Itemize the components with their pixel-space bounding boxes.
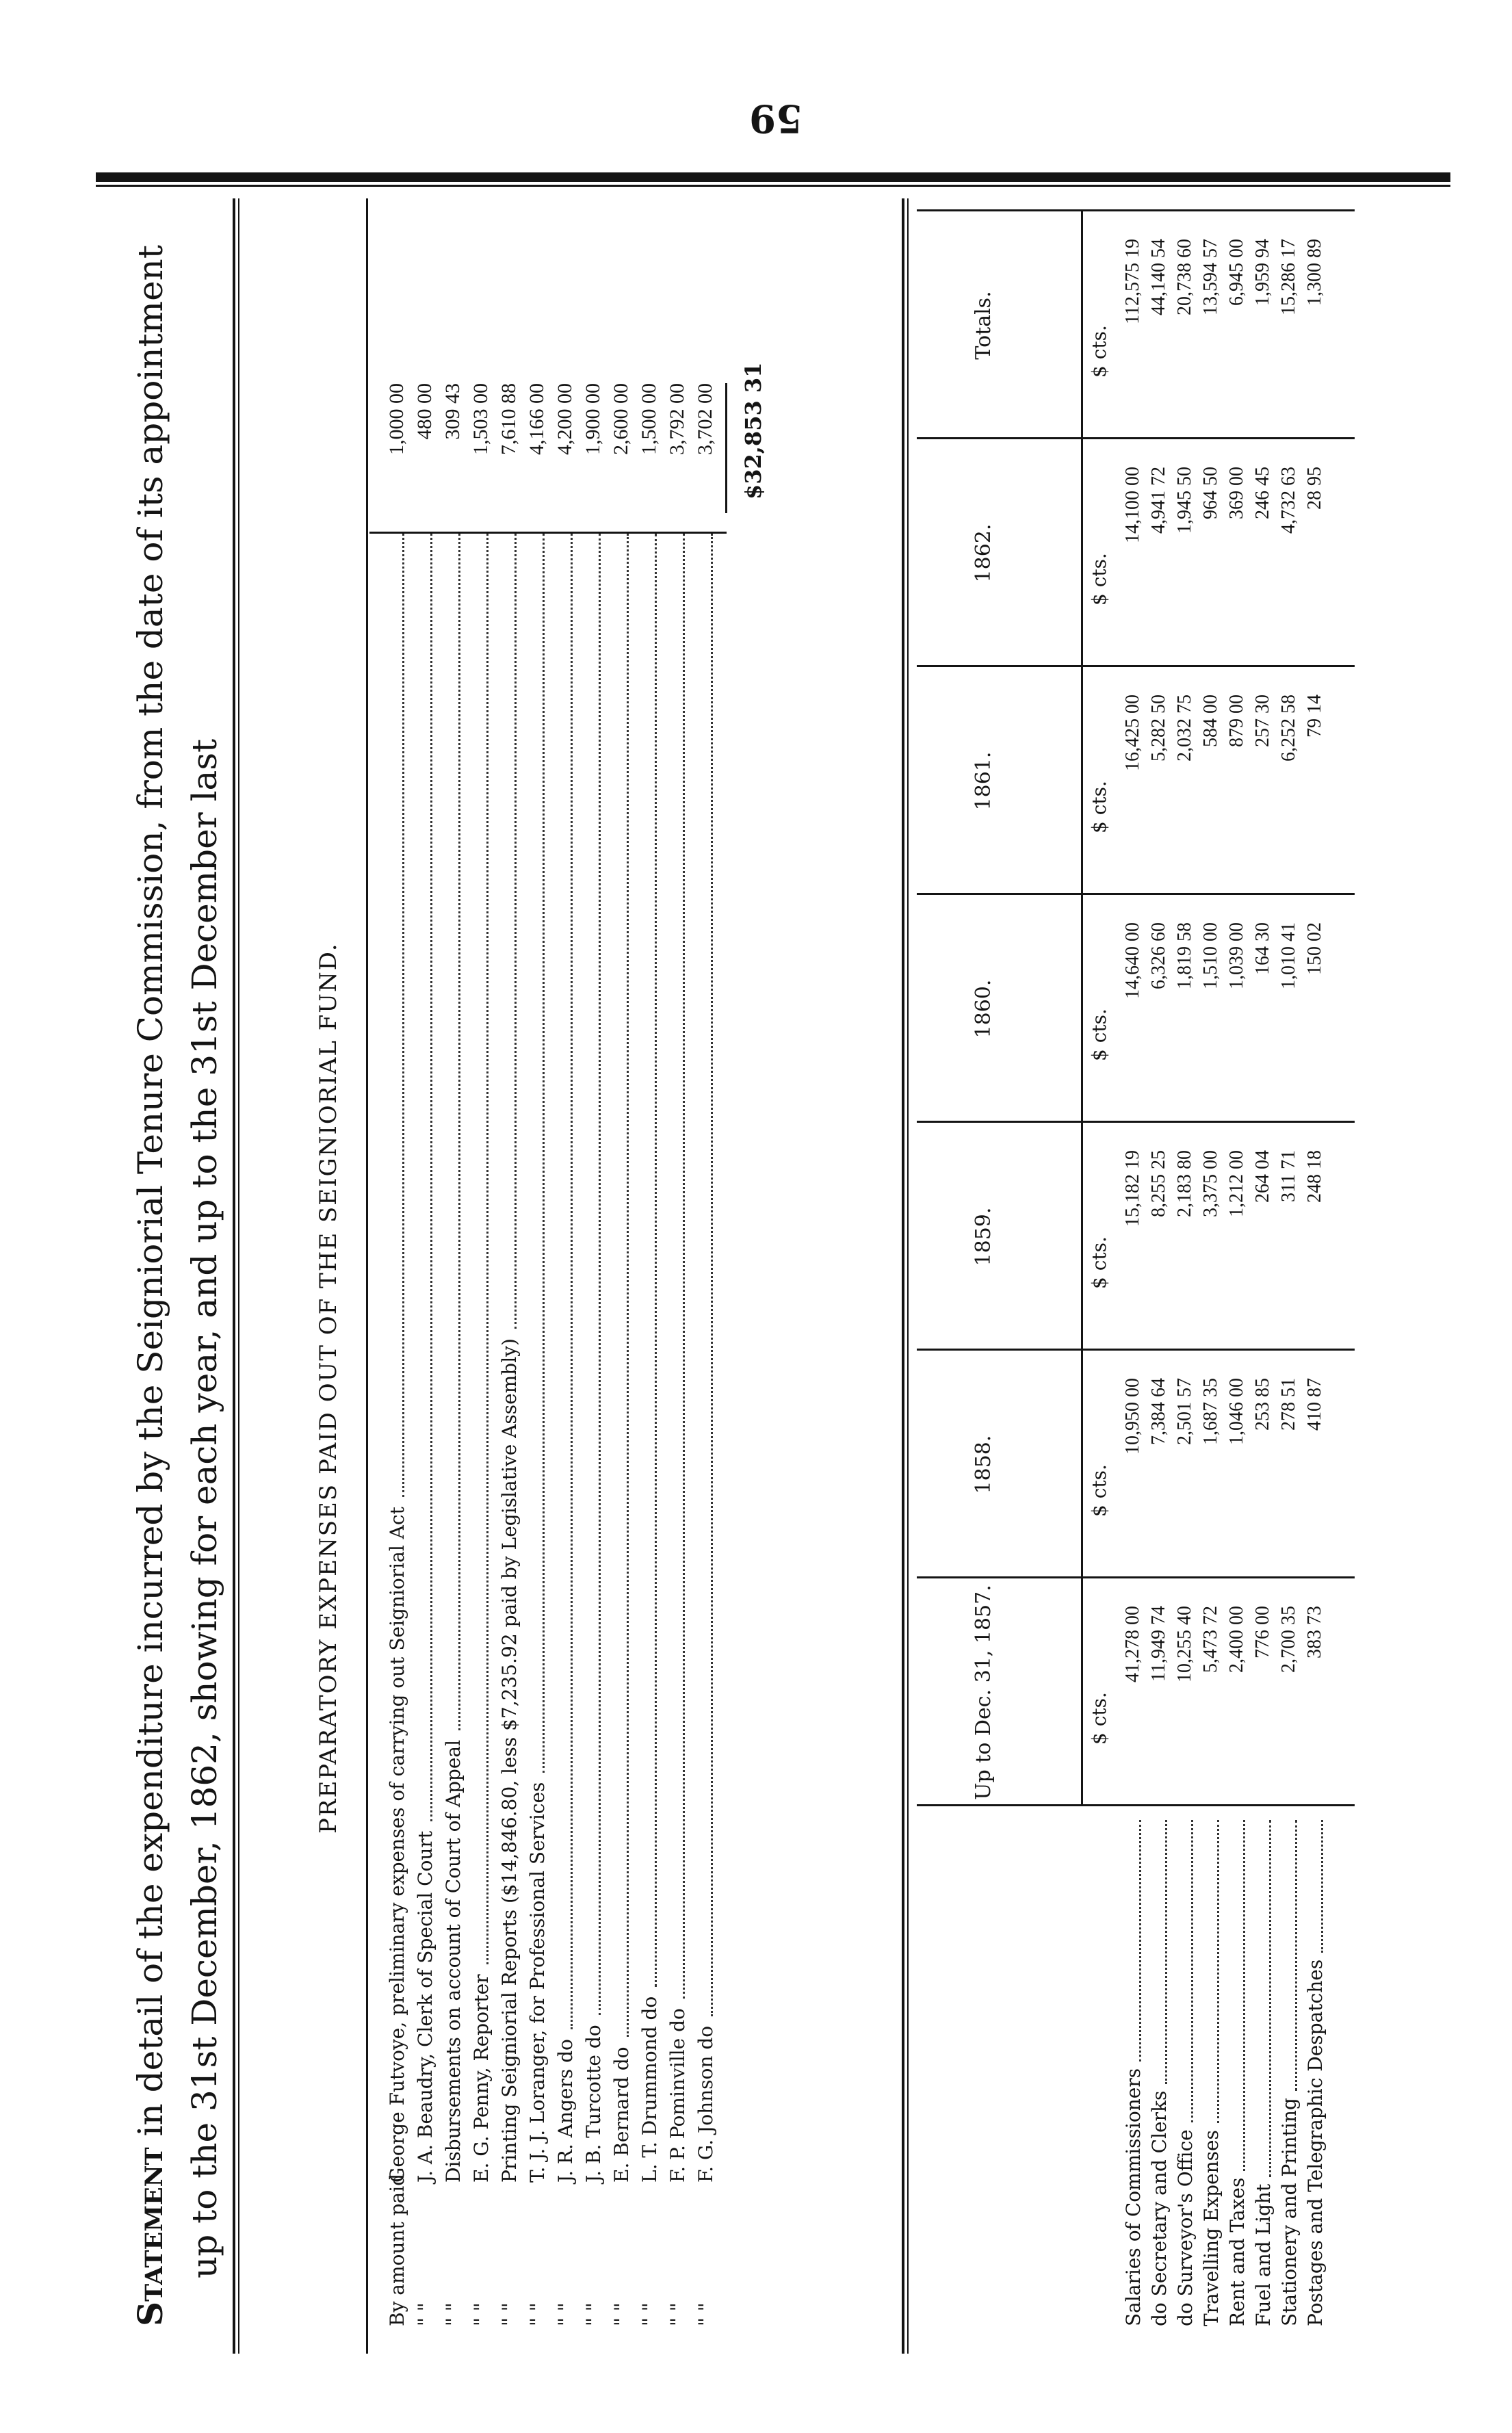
expense-value: 4,732 63 <box>1278 467 1299 534</box>
preparatory-amount: 309 43 <box>441 383 464 440</box>
expense-value: 1,945 50 <box>1174 467 1195 534</box>
rotated-statement <box>130 198 1485 2354</box>
preparatory-row <box>467 274 495 2326</box>
title-lead: Statement <box>130 2147 170 2326</box>
expense-value: 264 04 <box>1252 1150 1273 1203</box>
column-header: 1859. <box>972 1207 995 1266</box>
preparatory-description: F. P. Pominville do <box>666 2008 689 2183</box>
preparatory-prefix: " " <box>582 2302 605 2326</box>
leader-dots <box>445 534 460 1730</box>
expense-value: 5,282 50 <box>1148 694 1169 762</box>
header-rule <box>1081 211 1083 1806</box>
column-unit: $ cts. <box>1088 1236 1110 1289</box>
table-top-rule-thin <box>907 198 909 2354</box>
preparatory-description: George Futvoye, preliminary expenses of carrying out Seigniorial Act <box>385 1507 408 2183</box>
column-header: 1858. <box>972 1435 995 1494</box>
expense-value: 20,738 60 <box>1174 239 1195 315</box>
column-unit: $ cts. <box>1088 325 1110 378</box>
leader-dots <box>530 534 545 1773</box>
preparatory-row <box>495 274 523 2326</box>
expense-value: 14,100 00 <box>1122 467 1143 543</box>
expense-value: 2,501 57 <box>1174 1378 1195 1445</box>
section-rule <box>366 198 368 2354</box>
leader-dots <box>1153 1820 1167 2084</box>
expense-value: 112,575 19 <box>1122 239 1143 324</box>
preparatory-amount: 1,900 00 <box>582 383 604 455</box>
column-header: Totals. <box>972 291 995 360</box>
expense-value: 79 14 <box>1304 694 1325 738</box>
expense-value: 5,473 72 <box>1200 1606 1221 1673</box>
preparatory-description: E. G. Penny, Reporter <box>469 1974 493 2183</box>
leader-dots <box>473 534 488 1964</box>
preparatory-row <box>523 274 551 2326</box>
expense-value: 4,941 72 <box>1148 467 1169 534</box>
frame-top-rule <box>233 198 235 2354</box>
expense-value: 257 30 <box>1252 694 1273 747</box>
expense-value: 6,326 60 <box>1148 922 1169 989</box>
expense-value: 8,255 25 <box>1148 1150 1169 1217</box>
preparatory-description: F. G. Johnson do <box>694 2025 717 2183</box>
expense-value: 278 51 <box>1278 1378 1299 1431</box>
preparatory-row <box>551 274 579 2326</box>
expense-label: Salaries of Commissioners <box>1122 2068 1145 2326</box>
preparatory-amount: 7,610 88 <box>497 383 520 455</box>
expense-value: 2,400 00 <box>1226 1606 1247 1673</box>
column-header: 1862. <box>972 523 995 583</box>
leader-dots <box>1179 1820 1193 2122</box>
column-header: 1861. <box>972 751 995 811</box>
expense-value: 2,032 75 <box>1174 694 1195 762</box>
expense-value: 10,950 00 <box>1122 1378 1143 1455</box>
leader-dots <box>614 534 629 2037</box>
preparatory-amount: 3,702 00 <box>694 383 716 455</box>
preparatory-row <box>439 274 467 2326</box>
preparatory-row <box>692 274 719 2326</box>
preparatory-row <box>664 274 691 2326</box>
expense-value: 16,425 00 <box>1122 694 1143 771</box>
column-header: 1860. <box>972 979 995 1039</box>
expense-label: Fuel and Light <box>1252 2183 1275 2326</box>
preparatory-prefix: " " <box>525 2302 549 2326</box>
leader-dots <box>501 534 517 1329</box>
table-top-rule <box>902 198 904 2354</box>
leader-dots <box>1205 1820 1219 2123</box>
leader-dots <box>389 534 404 1497</box>
preparatory-prefix: " " <box>638 2302 661 2326</box>
preparatory-description: Printing Seigniorial Reports ($14,846.80, less $7,235.92 paid by Legislative Assembly) <box>497 1338 521 2183</box>
expense-value: 879 00 <box>1226 694 1247 747</box>
expense-value: 1,010 41 <box>1278 922 1299 989</box>
column-unit: $ cts. <box>1088 1009 1110 1061</box>
expense-value: 14,640 00 <box>1122 922 1143 999</box>
expense-value: 15,182 19 <box>1122 1150 1143 1227</box>
expense-value: 246 45 <box>1252 467 1273 519</box>
expense-value: 584 00 <box>1200 694 1221 747</box>
title-line-1-text: in detail of the expenditure incurred by the Seigniorial Tenure Commission, from the date of its appointment <box>131 245 170 2148</box>
preparatory-prefix: " " <box>666 2302 689 2326</box>
preparatory-amount: 4,166 00 <box>525 383 548 455</box>
expense-value: 369 00 <box>1226 467 1247 519</box>
preparatory-description: Disbursements on account of Court of Appeal <box>441 1739 465 2183</box>
expense-value: 11,949 74 <box>1148 1606 1169 1682</box>
expense-value: 1,959 94 <box>1252 239 1273 306</box>
leader-dots <box>1257 1820 1271 2177</box>
expense-value: 1,300 89 <box>1304 239 1325 306</box>
preparatory-prefix: By amount paid <box>385 2173 408 2326</box>
leader-dots <box>558 534 573 2029</box>
preparatory-prefix: " " <box>610 2302 633 2326</box>
leader-dots <box>417 534 432 1821</box>
title-line-2: up to the 31st December, 1862, showing for each year, and up to the 31st December last <box>185 738 224 2278</box>
preparatory-total: $32,853 31 <box>740 362 766 499</box>
preparatory-prefix: " " <box>441 2302 465 2326</box>
expense-value: 248 18 <box>1304 1150 1325 1203</box>
leader-dots <box>1128 1820 1141 2061</box>
preparatory-amount: 2,600 00 <box>610 383 632 455</box>
preparatory-amount: 3,792 00 <box>666 383 688 455</box>
expense-value: 3,375 00 <box>1200 1150 1221 1217</box>
leader-dots <box>1309 1820 1323 1953</box>
expense-value: 150 02 <box>1304 922 1325 975</box>
column-header: Up to Dec. 31, 1857. <box>972 1585 995 1800</box>
expense-value: 2,700 35 <box>1278 1606 1299 1673</box>
leader-dots <box>642 534 657 1987</box>
top-rule <box>96 172 1450 182</box>
preparatory-row <box>411 274 439 2326</box>
expense-label: Travelling Expenses <box>1200 2130 1223 2326</box>
page-number: 59 <box>749 96 803 141</box>
preparatory-description: T. J. J. Loranger, for Professional Services <box>525 1782 549 2183</box>
preparatory-description: J. A. Beaudry, Clerk of Special Court <box>413 1830 436 2183</box>
expense-label: do Secretary and Clerks <box>1148 2090 1171 2326</box>
leader-dots <box>1231 1820 1245 2171</box>
preparatory-amount: 1,000 00 <box>385 383 408 455</box>
expense-value: 1,039 00 <box>1226 922 1247 989</box>
expense-value: 41,278 00 <box>1122 1606 1143 1682</box>
preparatory-heading: PREPARATORY EXPENSES PAID OUT OF THE SEIGNIORIAL FUND. <box>315 942 342 1834</box>
preparatory-description: J. R. Angers do <box>553 2039 577 2183</box>
expense-value: 964 50 <box>1200 467 1221 519</box>
column-unit: $ cts. <box>1088 1692 1110 1745</box>
column-unit: $ cts. <box>1088 781 1110 833</box>
expense-label: Postages and Telegraphic Despatches <box>1304 1959 1327 2326</box>
column-unit: $ cts. <box>1088 553 1110 606</box>
preparatory-row <box>608 274 635 2326</box>
expense-value: 2,183 80 <box>1174 1150 1195 1217</box>
expense-label: do Surveyor's Office <box>1174 2129 1197 2326</box>
expense-value: 383 73 <box>1304 1606 1325 1658</box>
preparatory-row <box>383 274 410 2326</box>
expense-value: 28 95 <box>1304 467 1325 510</box>
preparatory-row <box>579 274 607 2326</box>
leader-dots <box>586 534 601 2015</box>
preparatory-prefix: " " <box>413 2302 436 2326</box>
expense-value: 253 85 <box>1252 1378 1273 1431</box>
expense-value: 10,255 40 <box>1174 1606 1195 1682</box>
preparatory-prefix: " " <box>469 2302 493 2326</box>
preparatory-amount: 1,503 00 <box>469 383 492 455</box>
expense-label: Rent and Taxes <box>1226 2177 1249 2326</box>
expense-value: 44,140 54 <box>1148 239 1169 315</box>
expense-value: 1,046 00 <box>1226 1378 1247 1445</box>
preparatory-row <box>636 274 663 2326</box>
preparatory-prefix: " " <box>553 2302 577 2326</box>
frame-top-rule-thin <box>238 198 239 2354</box>
expense-value: 13,594 57 <box>1200 239 1221 315</box>
preparatory-amount: 480 00 <box>413 383 436 440</box>
preparatory-description: J. B. Turcotte do <box>582 2025 605 2183</box>
expense-value: 311 71 <box>1278 1150 1299 1202</box>
expense-value: 1,510 00 <box>1200 922 1221 989</box>
preparatory-description: L. T. Drummond do <box>638 1996 661 2183</box>
amount-column-rule <box>369 532 727 534</box>
expense-label: Stationery and Printing <box>1278 2098 1301 2326</box>
expense-value: 1,212 00 <box>1226 1150 1247 1217</box>
expense-value: 1,819 58 <box>1174 922 1195 989</box>
expense-value: 6,945 00 <box>1226 239 1247 306</box>
preparatory-amount: 4,200 00 <box>553 383 576 455</box>
leader-dots <box>670 534 685 1999</box>
leader-dots <box>1283 1820 1297 2091</box>
preparatory-prefix: " " <box>497 2302 521 2326</box>
expense-value: 410 87 <box>1304 1378 1325 1431</box>
preparatory-amount: 1,500 00 <box>638 383 660 455</box>
expense-value: 164 30 <box>1252 922 1273 975</box>
preparatory-prefix: " " <box>694 2302 717 2326</box>
expense-value: 6,252 58 <box>1278 694 1299 762</box>
expense-value: 776 00 <box>1252 1606 1273 1658</box>
total-separator <box>725 383 727 513</box>
expense-value: 7,384 64 <box>1148 1378 1169 1445</box>
leader-dots <box>698 534 713 2016</box>
top-rule-thin <box>96 185 1450 187</box>
title-line-1 <box>130 245 170 2326</box>
column-unit: $ cts. <box>1088 1464 1110 1517</box>
expense-value: 1,687 35 <box>1200 1378 1221 1445</box>
expense-value: 15,286 17 <box>1278 239 1299 315</box>
preparatory-description: E. Bernard do <box>610 2046 633 2183</box>
